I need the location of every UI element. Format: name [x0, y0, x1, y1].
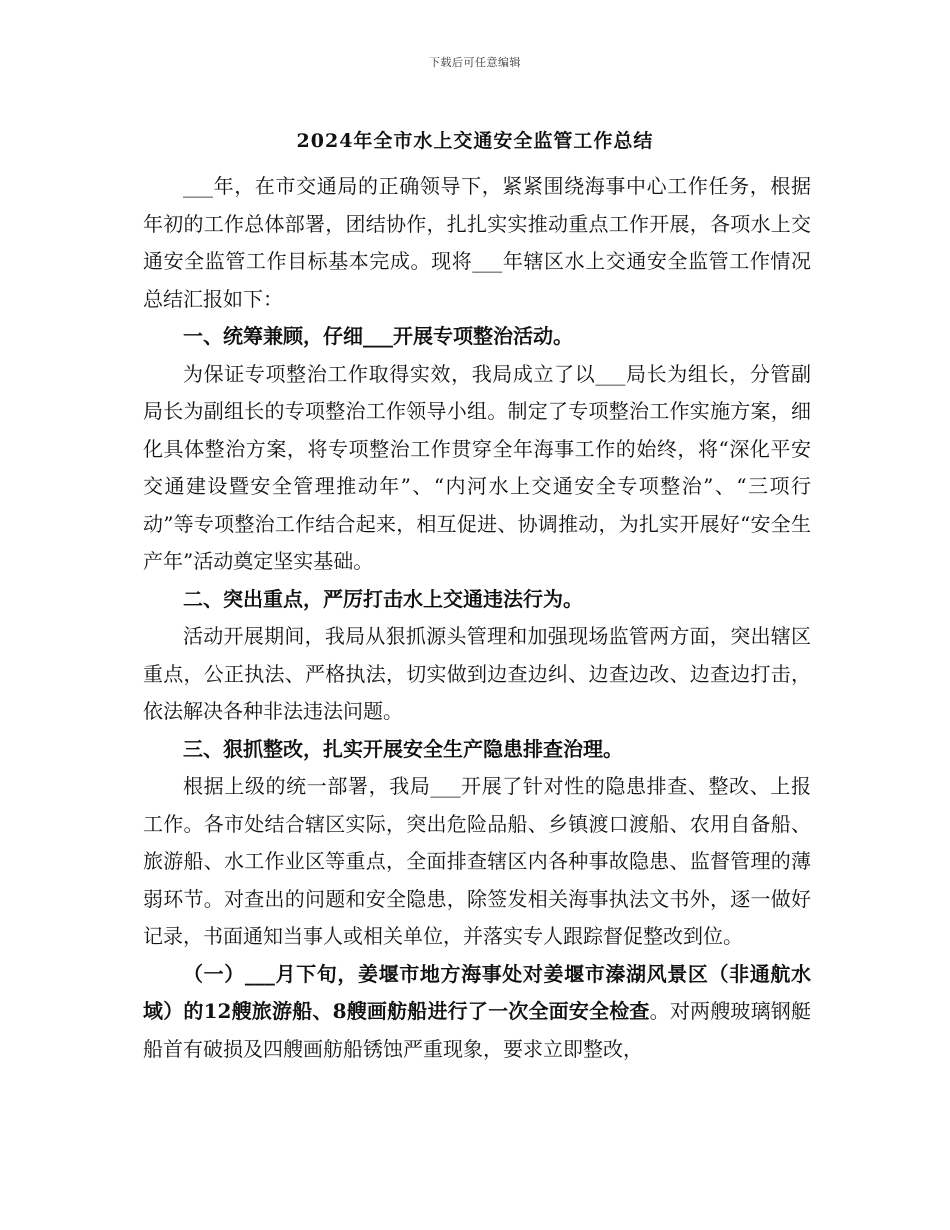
section-paragraph-1: 为保证专项整治工作取得实效，我局成立了以___局长为组长，分管副局长为副组长的专项整治工作领导小组。制定了专项整治工作实施方案，细化具体整治方案，将专项整治工作贯穿全年海事工作的始终，将“深化平安交通建设暨安全管理推动年”、“内河水上交通安全专项整治”、“三项行动”等专项整治工作结合起来，相互促进、协调推动，为扎实开展好“安全生产年”活动奠定坚实基础。	[143, 361, 811, 573]
section-heading-1: 一、统筹兼顾，仔细___开展专项整治活动。	[183, 324, 573, 348]
document-body	[143, 168, 811, 1068]
section-heading-3: 三、狠抓整改，扎实开展安全生产隐患排查治理。	[183, 736, 623, 761]
intro-paragraph: ___年，在市交通局的正确领导下，紧紧围绕海事中心工作任务，根据年初的工作总体部署，团结协作，扎扎实实推动重点工作开展，各项水上交通安全监管工作目标基本完成。现将___年辖区水上交通安全监管工作情况总结汇报如下：	[143, 174, 811, 311]
section-paragraph-3: 根据上级的统一部署，我局___开展了针对性的隐患排查、整改、上报工作。各市处结合辖区实际，突出危险品船、乡镇渡口渡船、农用自备船、旅游船、水工作业区等重点，全面排查辖区内各种事故隐患、监督管理的薄弱环节。对查出的问题和安全隐患，除签发相关海事执法文书外，逐一做好记录，书面通知当事人或相关单位，并落实专人跟踪督促整改到位。	[143, 774, 811, 948]
document-title: 2024年全市水上交通安全监管工作总结	[296, 130, 654, 152]
page-header-note: 下载后可任意编辑	[429, 56, 521, 69]
section-paragraph-2: 活动开展期间，我局从狠抓源头管理和加强现场监管两方面，突出辖区重点，公正执法、严格执法，切实做到边查边纠、边查边改、边查边打击，依法解决各种非法违法问题。	[143, 624, 811, 723]
sub-item-1	[143, 956, 811, 1069]
sub-item-1-bold-text: （一）___月下旬，姜堰市地方海事处对姜堰市溱湖风景区（非通航水域）的12艘旅游船、8艘画舫船进行了一次全面安全检查	[143, 961, 811, 1023]
sub-item-1-rest-text: 。对两艘玻璃钢艇船首有破损及四艘画舫船锈蚀严重现象，要求立即整改，	[143, 999, 812, 1061]
section-heading-2: 二、突出重点，严厉打击水上交通违法行为。	[183, 586, 583, 611]
